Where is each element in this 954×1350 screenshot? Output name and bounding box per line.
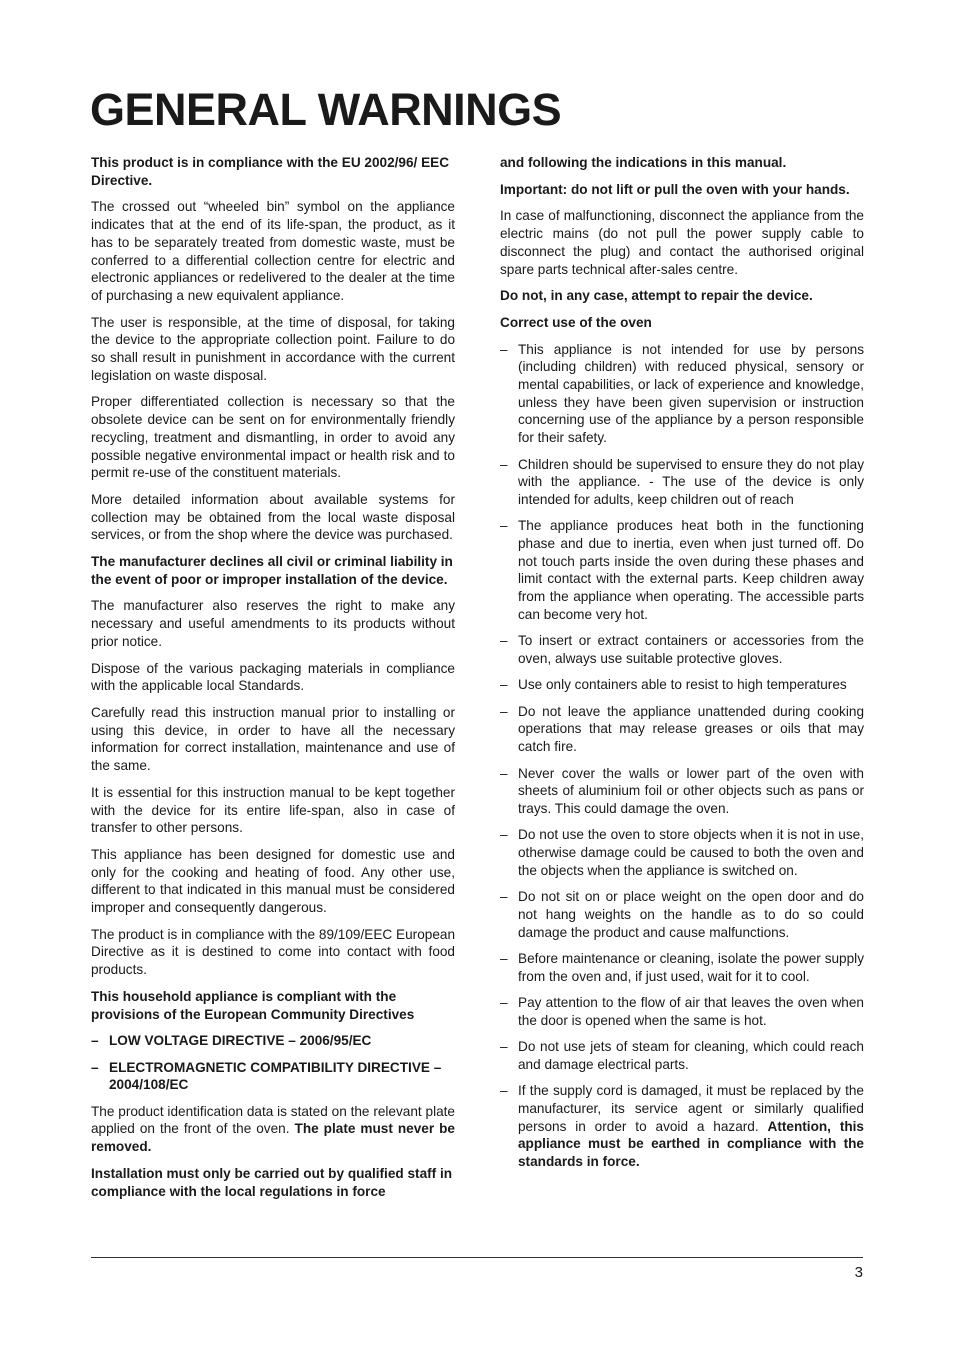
list-dash: – xyxy=(500,765,508,781)
paragraph-food-contact: The product is in compliance with the 89/109/EEC European Directive as it is destined to come into contact with food products. xyxy=(91,926,455,978)
earthing-warning: Attention, this appliance must be earthed in compliance with the standards in force. xyxy=(518,1118,864,1169)
paragraph-wheeled-bin: The crossed out “wheeled bin” symbol on the appliance indicates that at the end of its life-span, the product, as it has to be separately treated from domestic waste, must be conferred to a differential collection centre for electric and electronic appliances or redelivered to the dealer at the time of purchasing a new equivalent appliance. xyxy=(91,199,455,303)
list-item: – Never cover the walls or lower part of the oven with sheets of aluminium foil or other objects such as pans or trays. This could damage the oven. xyxy=(500,765,864,816)
list-item: – Children should be supervised to ensure they do not play with the appliance. - The use of the device is only intended for adults, keep children out of reach xyxy=(500,456,864,507)
repair-warning: Do not, in any case, attempt to repair the device. xyxy=(500,288,813,304)
list-item: – If the supply cord is damaged, it must be replaced by the manufacturer, its service agent or similarly qualified persons in order to avoid a hazard. Attention, this appliance must be earthed in compliance with the standards in force. xyxy=(500,1083,864,1169)
footer-divider xyxy=(91,1257,863,1258)
paragraph-more-information: More detailed information about available systems for collection may be obtained from the local waste disposal services, or from the shop where the device was purchased. xyxy=(91,491,455,543)
page-number: 3 xyxy=(854,1264,863,1281)
liability-notice: The manufacturer declines all civil or criminal liability in the event of poor or improper installation of the device. xyxy=(91,554,453,587)
paragraph-keep-manual: It is essential for this instruction manual to be kept together with the device for its entire life-span, also in case of transfer to other persons. xyxy=(91,784,455,836)
list-dash: – xyxy=(500,1039,508,1055)
correct-use-list xyxy=(500,341,864,1171)
paragraph-malfunctioning: In case of malfunctioning, disconnect the appliance from the electric mains (do not pull the power supply cable to disconnect the plug) and contact the authorised original spare parts technical after-sales centre. xyxy=(500,208,864,277)
list-item: – Do not use jets of steam for cleaning, which could reach and damage electrical parts. xyxy=(500,1039,864,1072)
list-item: – ELECTROMAGNETIC COMPATIBILITY DIRECTIVE – 2004/108/EC xyxy=(91,1059,442,1093)
paragraph-identification-plate: The product identification data is stated on the relevant plate applied on the front of the oven. The plate must never be removed. xyxy=(91,1103,455,1155)
list-dash: – xyxy=(91,1059,99,1075)
list-dash: – xyxy=(500,456,508,472)
ec-directives-heading: This household appliance is compliant with the provisions of the European Community Directives xyxy=(91,988,415,1022)
paragraph-amendments: The manufacturer also reserves the right to make any necessary and useful amendments to its products without prior notice. xyxy=(91,598,455,649)
plate-warning: The plate must never be removed. xyxy=(91,1121,455,1155)
right-column xyxy=(500,154,864,1179)
directive-compliance-heading: This product is in compliance with the EU 2002/96/ EEC Directive. xyxy=(91,155,450,188)
list-item: – Pay attention to the flow of air that leaves the oven when the door is opened when the same is hot. xyxy=(500,995,864,1028)
paragraph-read-manual: Carefully read this instruction manual prior to installing or using this device, in order to have all the necessary information for correct installation, maintenance and use of the same. xyxy=(91,704,455,774)
list-item: – Before maintenance or cleaning, isolate the power supply from the oven and, if just used, wait for it to cool. xyxy=(500,950,864,984)
page-title: GENERAL WARNINGS xyxy=(90,84,562,135)
list-item: – This appliance is not intended for use by persons (including children) with reduced physical, sensory or mental capabilities, or lack of experience and knowledge, unless they have been given supervision or instruction concerning use of the appliance by a person responsible for their safety. xyxy=(500,341,864,446)
list-dash: – xyxy=(500,518,508,534)
list-dash: – xyxy=(500,703,508,719)
lifting-warning: Important: do not lift or pull the oven with your hands. xyxy=(500,181,850,197)
correct-use-heading: Correct use of the oven xyxy=(500,314,652,330)
list-dash: – xyxy=(500,633,508,649)
list-item: – Do not use the oven to store objects when it is not in use, otherwise damage could be caused to both the oven and the objects when the appliance is switched on. xyxy=(500,827,864,878)
directives-list xyxy=(91,1032,455,1094)
list-item: – The appliance produces heat both in the functioning phase and due to inertia, even when just turned off. Do not touch parts inside the oven during these phases and limit contact with the external parts. Keep children away from the appliance when operating. The accessible parts can become very hot. xyxy=(500,518,864,622)
installation-notice-continued: and following the indications in this manual. xyxy=(500,155,787,170)
list-dash: – xyxy=(500,1083,508,1099)
paragraph-differentiated-collection: Proper differentiated collection is necessary so that the obsolete device can be sent on for environmentally friendly recycling, treatment and dismantling, in order to avoid any possible negative environmental impact or health risk and to permit re-use of the constituent materials. xyxy=(91,394,455,481)
paragraph-user-responsibility: The user is responsible, at the time of disposal, for taking the device to the appropriate collection point. Failure to do so shall result in punishment in accordance with the current legislation on waste disposal. xyxy=(91,314,455,383)
list-item: – Do not sit on or place weight on the open door and do not hang weights on the handle as to do so could damage the product and cause malfunctions. xyxy=(500,889,864,940)
list-dash: – xyxy=(500,950,508,966)
list-item: – Use only containers able to resist to high temperatures xyxy=(500,677,847,693)
paragraph-packaging: Dispose of the various packaging materials in compliance with the applicable local Standards. xyxy=(91,660,455,694)
list-dash: – xyxy=(500,341,508,357)
left-column xyxy=(91,154,455,1209)
list-dash: – xyxy=(500,827,508,843)
list-dash: – xyxy=(91,1033,99,1049)
list-dash: – xyxy=(500,677,508,693)
list-item: – LOW VOLTAGE DIRECTIVE – 2006/95/EC xyxy=(91,1033,372,1049)
list-dash: – xyxy=(500,995,508,1010)
installation-notice: Installation must only be carried out by qualified staff in compliance with the local regulations in force xyxy=(91,1165,453,1199)
paragraph-domestic-use: This appliance has been designed for domestic use and only for the cooking and heating of food. Any other use, different to that indicated in this manual must be considered improper and consequently dangerous. xyxy=(91,846,455,916)
list-item: – Do not leave the appliance unattended during cooking operations that may release greases or oils that may catch fire. xyxy=(500,703,864,755)
list-dash: – xyxy=(500,889,508,905)
list-item: – To insert or extract containers or accessories from the oven, always use suitable protective gloves. xyxy=(500,633,864,666)
